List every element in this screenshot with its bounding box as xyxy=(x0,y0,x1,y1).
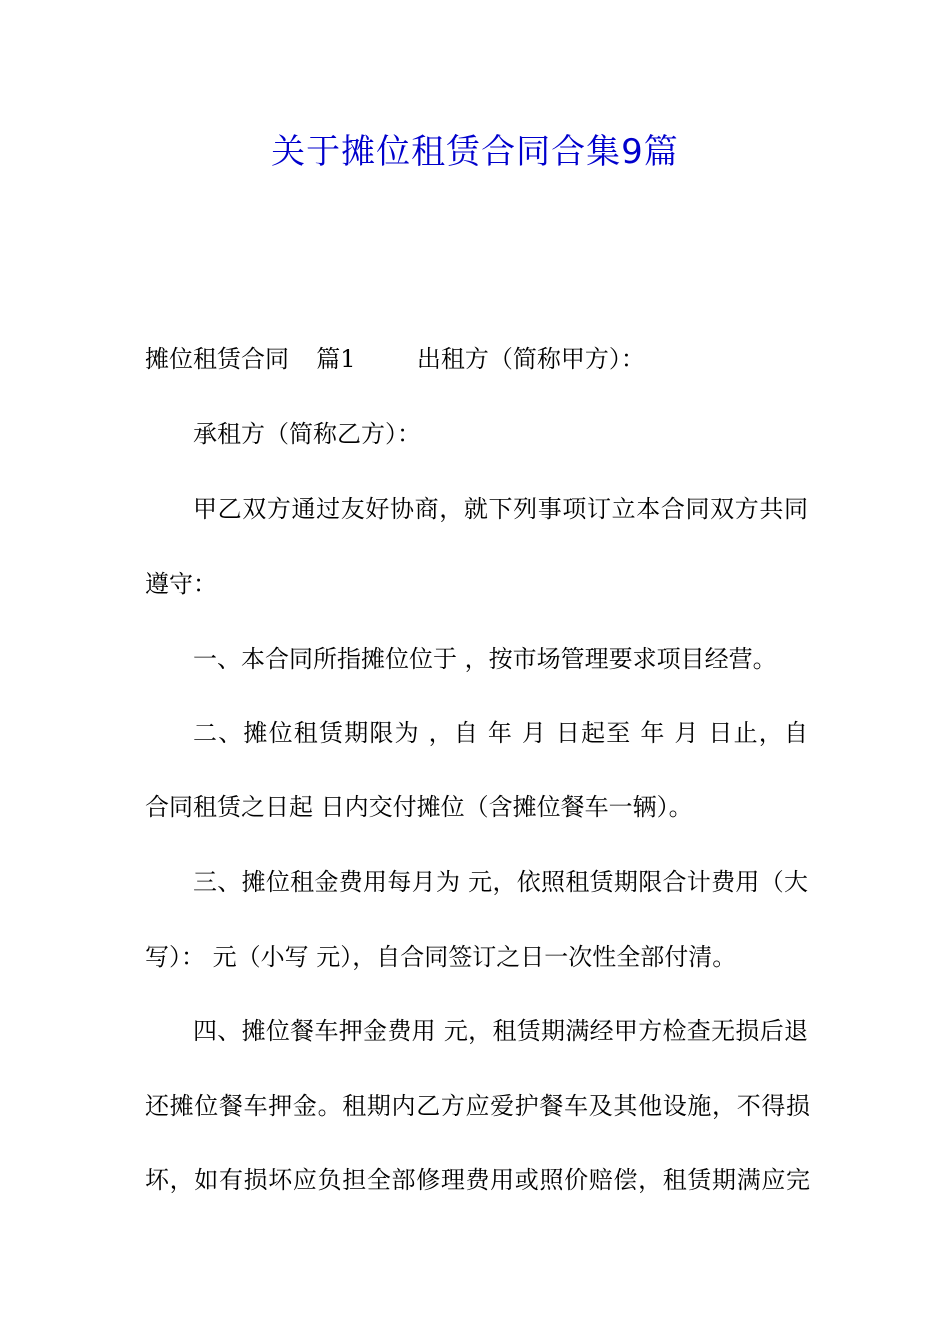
paragraph-line: 还摊位餐车押金。租期内乙方应爱护餐车及其他设施，不得损 xyxy=(145,1092,810,1120)
paragraph-line: 三、摊位租金费用每月为 元，依照租赁期限合计费用（大 xyxy=(193,868,808,896)
paragraph-line: 甲乙双方通过友好协商，就下列事项订立本合同双方共同 xyxy=(193,495,808,523)
paragraph-line: 合同租赁之日起 日内交付摊位（含摊位餐车一辆）。 xyxy=(145,793,693,821)
section-title: 摊位租赁合同 xyxy=(145,345,289,373)
paragraph-line: 写）： 元（小写 元），自合同签订之日一次性全部付清。 xyxy=(145,943,737,971)
document-title: 关于摊位租赁合同合集9篇 xyxy=(271,132,679,172)
paragraph-line: 遵守： xyxy=(145,570,217,598)
article-number: 篇1 xyxy=(316,345,356,373)
heading-line xyxy=(145,339,810,379)
paragraph-line: 二、摊位租赁期限为 ，自 年 月 日起至 年 月 日止，自 xyxy=(193,719,808,747)
paragraph-line: 一、本合同所指摊位位于 ，按市场管理要求项目经营。 xyxy=(193,645,777,673)
lessor-label: 出租方（简称甲方）： xyxy=(416,345,645,373)
lessee-label: 承租方（简称乙方）： xyxy=(193,420,421,448)
paragraph-line: 坏，如有损坏应负担全部修理费用或照价赔偿，租赁期满应完 xyxy=(145,1166,810,1194)
paragraph-line: 四、摊位餐车押金费用 元，租赁期满经甲方检查无损后退 xyxy=(193,1017,808,1045)
